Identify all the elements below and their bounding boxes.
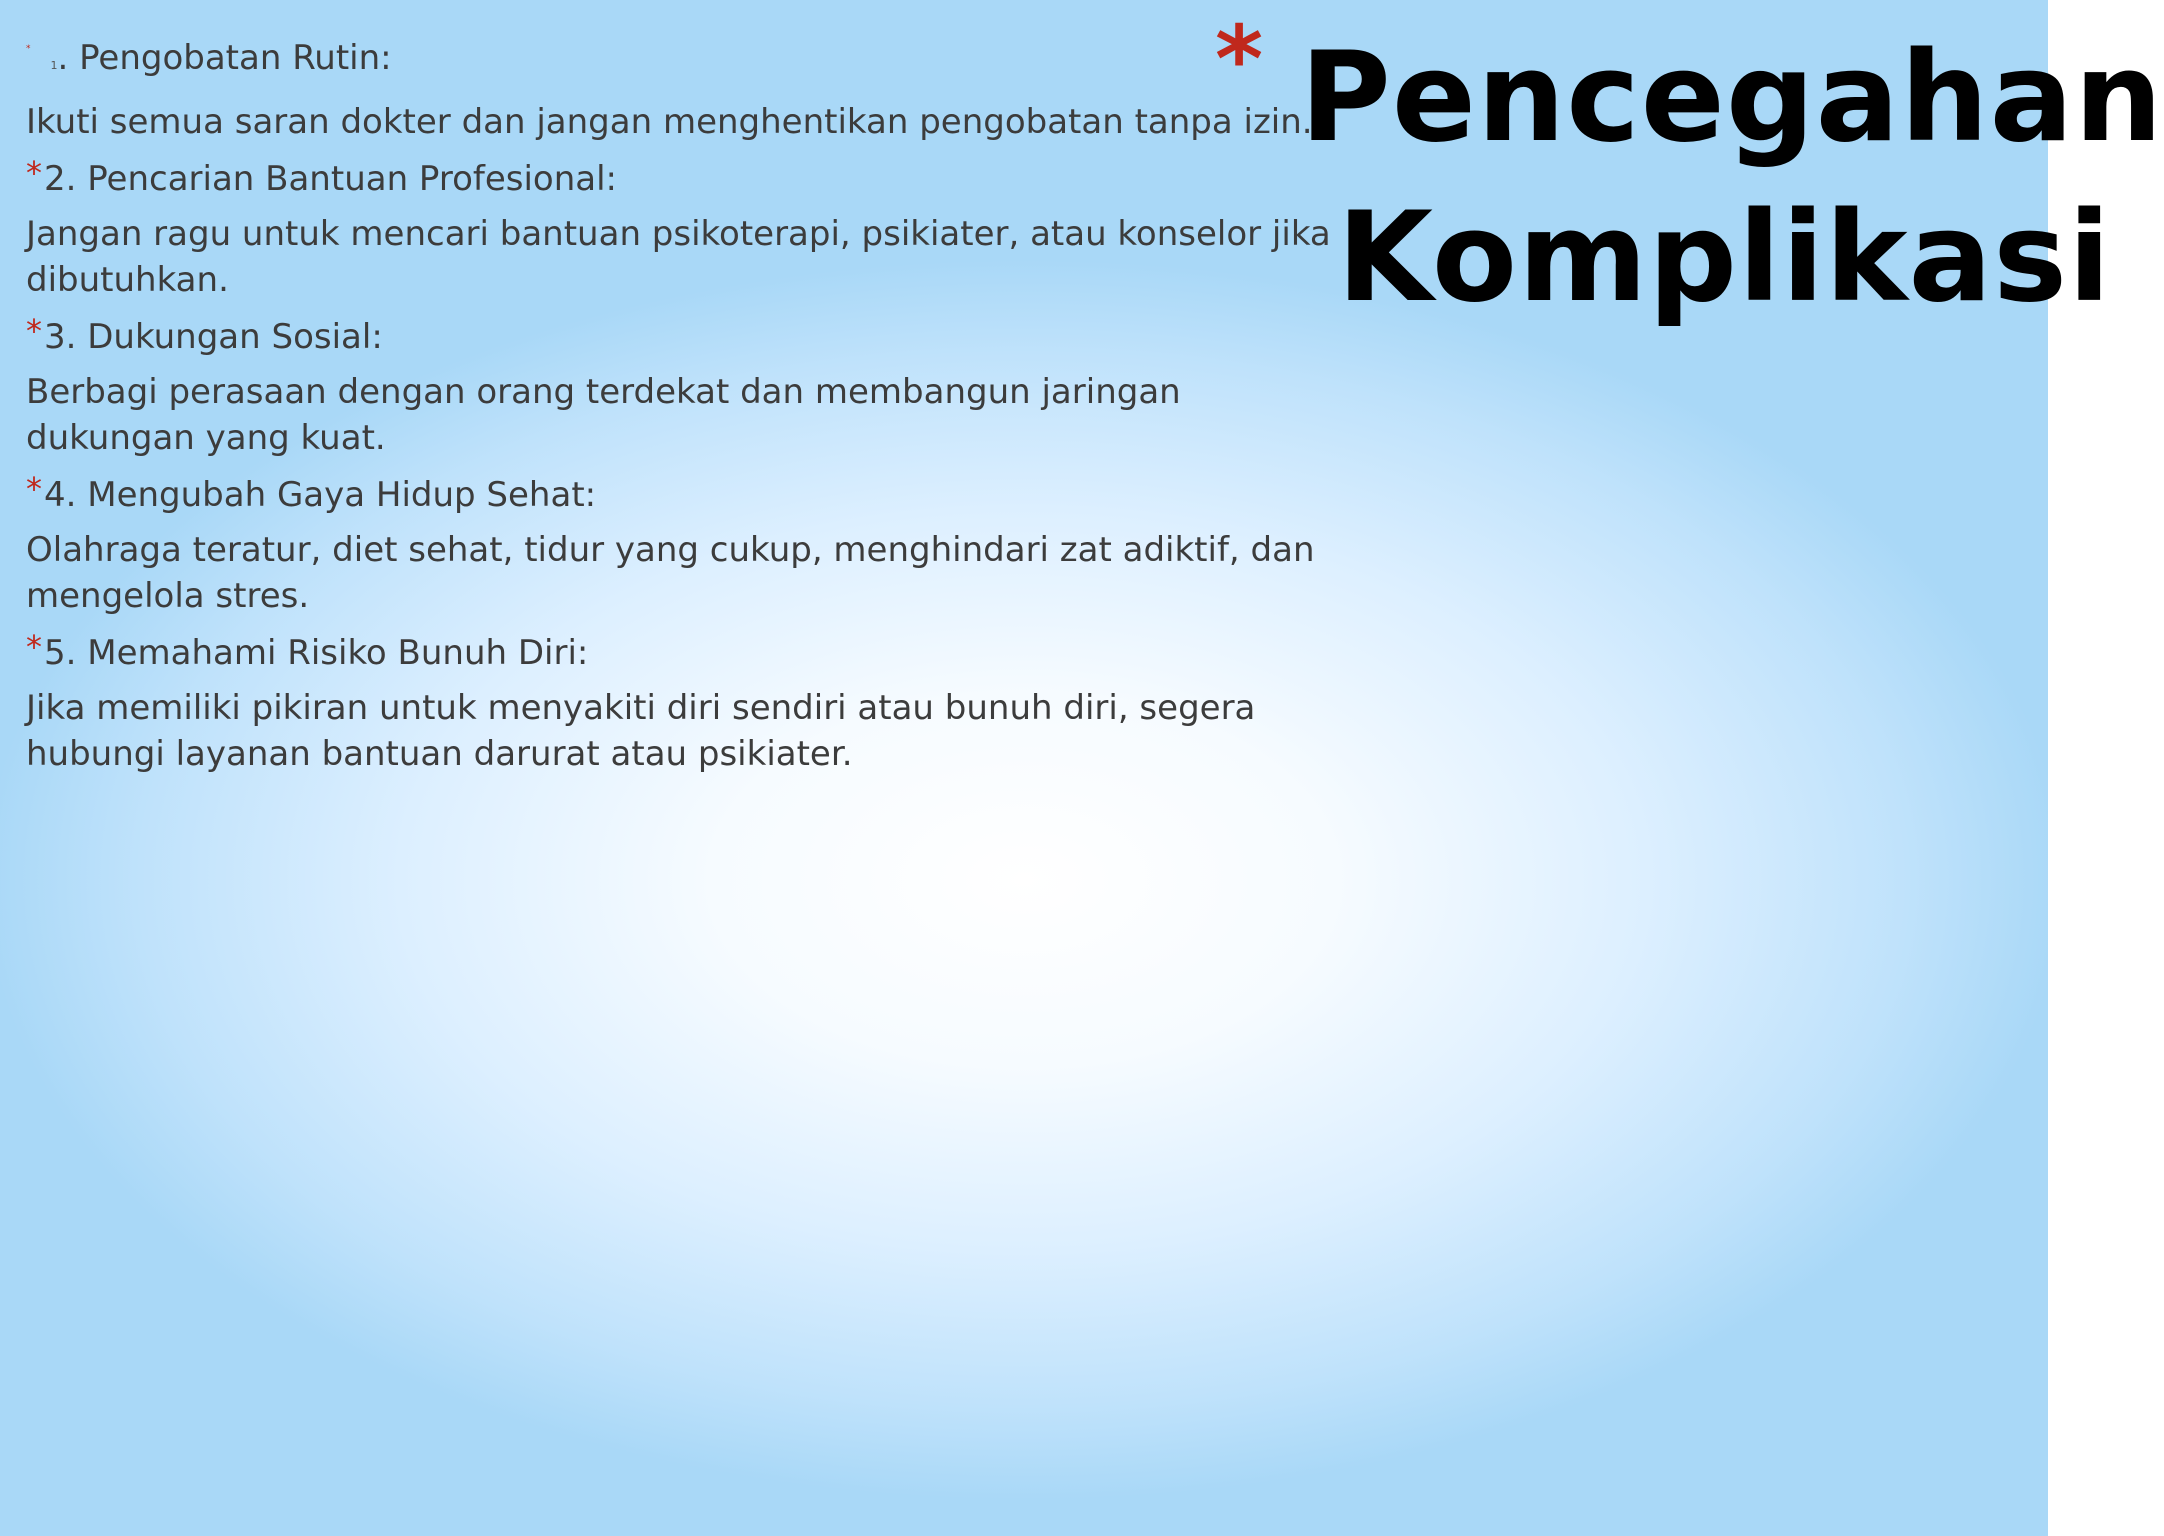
title-line-1: Pencegahan — [1300, 26, 2164, 170]
item-heading-1 — [26, 34, 1346, 91]
item-heading-text: . Pengobatan Rutin: — [57, 38, 392, 78]
item-heading-text: 2. Pencarian Bantuan Profesional: — [44, 159, 618, 199]
item-heading-text: 5. Memahami Risiko Bunuh Diri: — [44, 633, 589, 673]
item-bullet-icon: * — [26, 470, 42, 508]
item-bullet-icon: * — [26, 154, 42, 192]
title-line-2: Komplikasi — [1337, 186, 2112, 330]
item-heading-2 — [26, 155, 1346, 203]
item-bullet-icon: * — [26, 628, 42, 666]
item-body-4: Olahraga teratur, diet sehat, tidur yang cukup, menghindari zat adiktif, dan mengelola stres. — [26, 530, 1315, 616]
item-bullet-icon: * — [26, 312, 42, 350]
content-list — [26, 34, 1346, 787]
item-heading-3 — [26, 313, 1346, 361]
item-body-5: Jika memiliki pikiran untuk menyakiti diri sendiri atau bunuh diri, segera hubungi layanan bantuan darurat atau psikiater. — [26, 688, 1256, 774]
item-body-2: Jangan ragu untuk mencari bantuan psikoterapi, psikiater, atau konselor jika dibutuhkan. — [26, 214, 1331, 300]
item-heading-text: 3. Dukungan Sosial: — [44, 317, 383, 357]
title-bullet-icon: * — [1215, 6, 1265, 113]
slide-title — [1215, 6, 2164, 338]
item-body-1: Ikuti semua saran dokter dan jangan menghentikan pengobatan tanpa izin. — [26, 102, 1313, 142]
item-bullet-icon: * — [26, 44, 31, 54]
item-heading-4 — [26, 471, 1346, 519]
item-number: 1 — [50, 59, 58, 72]
item-heading-5 — [26, 629, 1346, 677]
item-heading-text: 4. Mengubah Gaya Hidup Sehat: — [44, 475, 597, 515]
item-body-3: Berbagi perasaan dengan orang terdekat dan membangun jaringan dukungan yang kuat. — [26, 372, 1181, 458]
